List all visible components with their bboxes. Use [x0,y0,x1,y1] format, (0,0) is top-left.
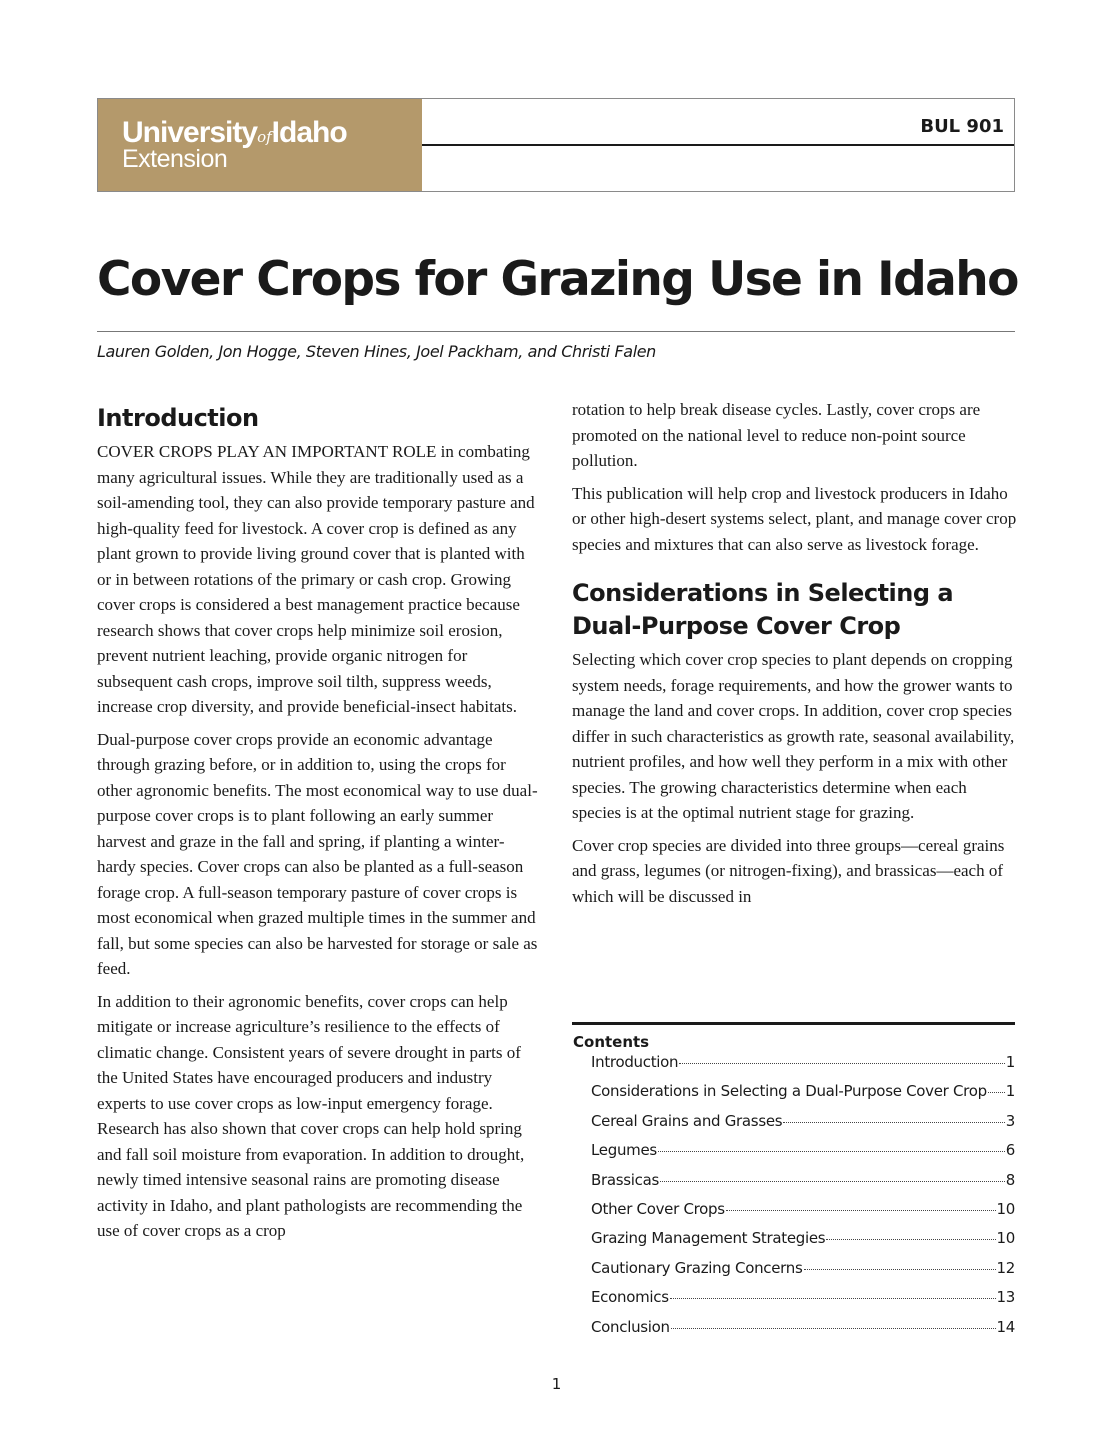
section-heading-considerations [572,577,1017,643]
header-banner [97,98,1015,192]
toc-item[interactable]: Legumes 6 [591,1141,1015,1160]
heading-line: Dual-Purpose Cover Crop [572,612,901,640]
toc-item[interactable]: Grazing Management Strategies 10 [591,1229,1015,1248]
banner-divider [422,144,1014,146]
paragraph: Selecting which cover crop species to plant depends on cropping system needs, forage requirements, and how the grower wants to manage the land and cover crops. In addition, cover crop species differ in such characteristics as growth rate, seasonal availability, nutrient profiles, and how well they perform in a mix with other species. The growing characteristics determine when each species is at the optimal nutrient stage for grazing. [572,650,1015,822]
toc-item[interactable]: Introduction 1 [591,1053,1015,1071]
toc-item[interactable]: Conclusion 14 [591,1317,1015,1336]
contents-title: Contents [573,1033,650,1051]
paragraph: COVER CROPS PLAY AN IMPORTANT ROLE in combating many agricultural issues. While they are traditionally used as a soil-amending tool, they can also provide temporary pasture and high-quality feed for livestock. A cover crop is defined as any plant grown to provide living ground cover that is planted with or in between rotations of the primary or cash crop. Growing cover crops is considered a best management practice because research shows that cover crops help minimize soil erosion, prevent nutrient leaching, provide organic nitrogen for subsequent cash crops, improve soil tilth, suppress weeds, increase crop diversity, and provide beneficial-insect habitats. [97,442,535,716]
left-column [97,402,542,1251]
paragraph: Dual-purpose cover crops provide an economic advantage through grazing before, or in addition to, using the crops for other agronomic benefits. The most economical way to use dual-purpose cover crops is to plant following an early summer harvest and graze in the fall and spring, if planting a winter-hardy species. Cover crops can also be planted as a full-season forage crop. A full-season temporary pasture of cover crops is most economical when grazed multiple times in the summer and fall, but some species can also be harvested for storage or sale as feed. [97,729,538,978]
toc-item[interactable]: Considerations in Selecting a Dual-Purpose Cover Crop 1 [591,1082,1015,1101]
paragraph: rotation to help break disease cycles. Lastly, cover crops are promoted on the national level to reduce non-point source pollution. [572,400,981,470]
toc-item[interactable]: Brassicas 8 [591,1170,1015,1189]
university-logo [98,99,422,191]
toc-item[interactable]: Cereal Grains and Grasses 3 [591,1111,1015,1130]
logo-wordmark: UniversityofIdaho [122,116,347,149]
logo-extension: Extension [122,145,228,173]
bulletin-number: BUL 901 [920,116,1004,137]
section-heading-introduction: Introduction [97,404,259,432]
page-number: 1 [551,1375,562,1393]
right-column [572,397,1017,916]
heading-line: Considerations in Selecting a [572,579,954,607]
toc-item[interactable]: Other Cover Crops 10 [591,1199,1015,1218]
paragraph: Cover crop species are divided into three groups—cereal grains and grass, legumes (or nitrogen-fixing), and brassicas—each of which will be discussed in [572,835,1005,906]
toc-item[interactable]: Cautionary Grazing Concerns 12 [591,1258,1015,1277]
paragraph: This publication will help crop and livestock producers in Idaho or other high-desert systems select, plant, and manage cover crop species and mixtures that can also serve as livestock forage. [572,483,1017,554]
paragraph: In addition to their agronomic benefits, cover crops can help mitigate or increase agriculture’s resilience to the effects of climatic change. Consistent years of severe drought in parts of the United States have encouraged producers and industry experts to use cover crops as low-input emergency forage. Research has also shown that cover crops can help hold spring and fall soil moisture from evaporation. In addition to drought, newly timed intensive seasonal rains are promoting disease activity in Idaho, and plant pathologists are recommending the use of cover crops as a crop [97,991,525,1240]
title-divider [97,331,1015,332]
toc-item[interactable]: Economics 13 [591,1288,1015,1307]
table-of-contents [572,1022,1015,1347]
page-title: Cover Crops for Grazing Use in Idaho [97,252,1018,307]
author-list: Lauren Golden, Jon Hogge, Steven Hines, Joel Packham, and Christi Falen [97,342,656,361]
